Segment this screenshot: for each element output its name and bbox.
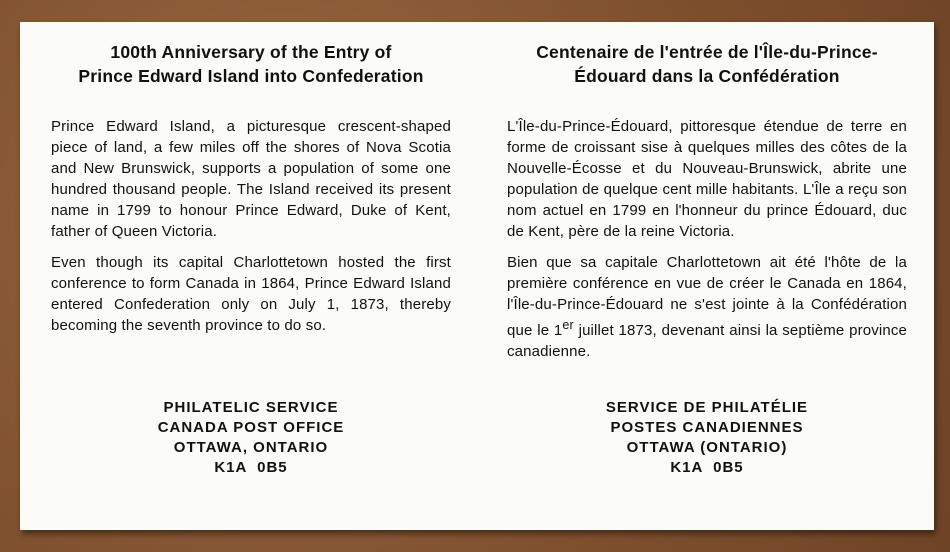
info-card: [20, 22, 934, 530]
french-address-line3: OTTAWA (ONTARIO): [626, 439, 788, 456]
french-paragraph-2-start: Bien que sa capitale Charlottetown ait été l'hôte de la première conférence en vue de créer le Canada en 1864, l'Île-du-Prince-Édouard ne s'est jointe à la Confédération que le 1: [507, 254, 907, 339]
english-address: [51, 398, 451, 478]
french-address: [507, 398, 907, 478]
english-address-line3: OTTAWA, ONTARIO: [173, 439, 329, 456]
french-title-line2: Édouard dans la Confédération: [574, 66, 840, 86]
french-paragraph-2-superscript: er: [562, 318, 574, 332]
french-address-line2: POSTES CANADIENNES: [610, 419, 804, 436]
french-paragraph-2: [507, 252, 907, 362]
english-address-line1: PHILATELIC SERVICE: [163, 399, 339, 416]
english-paragraph-1: Prince Edward Island, a picturesque crescent-shaped piece of land, a few miles off the shores of Nova Scotia and New Brunswick, supports a population of some one hundred thousand people. The Island received its present name in 1799 to honour Prince Edward, Duke of Kent, father of Queen Victoria.: [51, 118, 451, 240]
english-address-line2: CANADA POST OFFICE: [157, 419, 345, 436]
english-title-line1: 100th Anniversary of the Entry of: [110, 42, 392, 62]
french-title-line1: Centenaire de l'entrée de l'Île-du-Prince-: [536, 42, 878, 62]
french-address-line1: SERVICE DE PHILATÉLIE: [605, 399, 809, 416]
english-address-postal-code: K1A 0B5: [214, 459, 288, 476]
english-title-line2: Prince Edward Island into Confederation: [78, 66, 424, 86]
french-address-postal-code: K1A 0B5: [670, 459, 744, 476]
english-column: [51, 40, 451, 346]
french-paragraph-1: L'Île-du-Prince-Édouard, pittoresque étendue de terre en forme de croissant sise à quelques milles des côtes de la Nouvelle-Écosse et du Nouveau-Brunswick, abrite une population de quelque cent mille habitants. L'Île a reçu son nom actuel en 1799 en l'honneur du prince Édouard, duc de Kent, père de la reine Victoria.: [507, 118, 907, 240]
english-title: [51, 40, 451, 88]
french-paragraph-2-end: juillet 1873, devenant ainsi la septième province canadienne.: [507, 322, 907, 360]
english-paragraph-2: Even though its capital Charlottetown hosted the first conference to form Canada in 1864, Prince Edward Island entered Confederation only on July 1, 1873, thereby becoming the seventh province to do so.: [51, 254, 451, 334]
french-column: [507, 40, 907, 372]
french-title: [507, 40, 907, 88]
